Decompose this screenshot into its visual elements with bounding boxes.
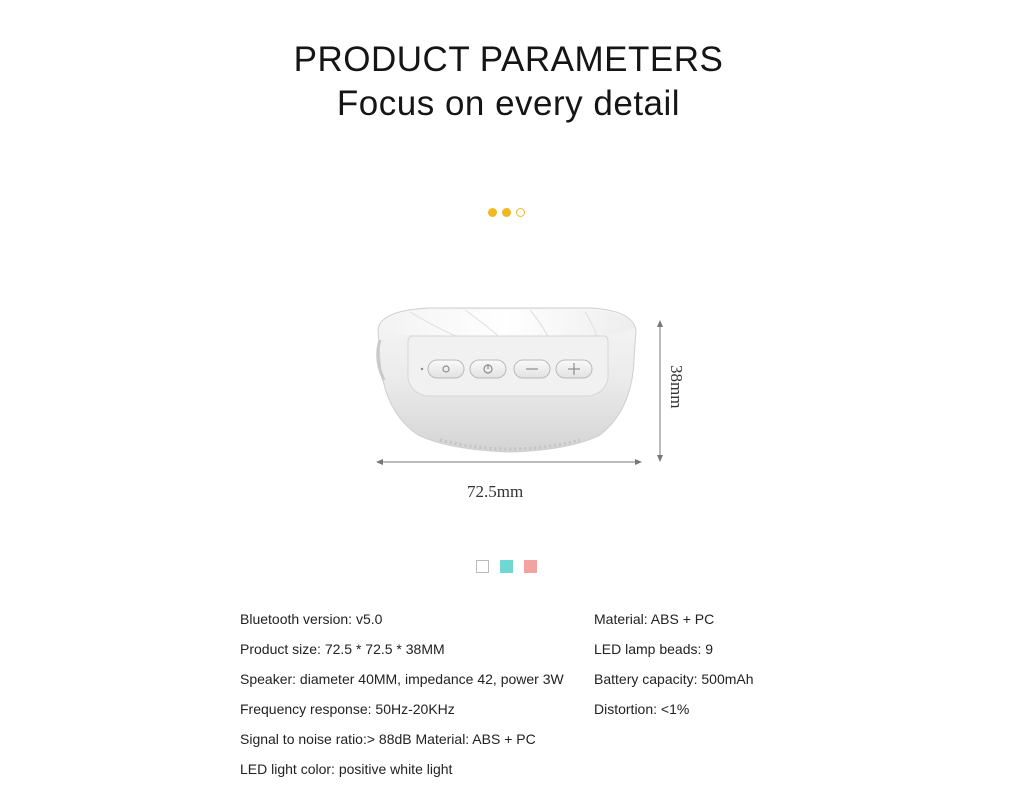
spec-item: Frequency response: 50Hz-20KHz: [240, 701, 455, 717]
carousel-dot-1[interactable]: [488, 208, 497, 217]
spec-item: Speaker: diameter 40MM, impedance 42, power 3W: [240, 671, 564, 687]
carousel-dot-3[interactable]: [516, 208, 525, 217]
height-dimension-label: 38mm: [667, 365, 686, 409]
carousel-dot-2[interactable]: [502, 208, 511, 217]
spec-row: [240, 634, 800, 664]
spec-table: [240, 604, 800, 784]
power-button: [470, 360, 506, 378]
spec-item: Product size: 72.5 * 72.5 * 38MM: [240, 641, 445, 657]
spec-item: Battery capacity: 500mAh: [594, 671, 754, 687]
spec-row: [240, 604, 800, 634]
spec-item: Bluetooth version: v5.0: [240, 611, 383, 627]
color-swatch-cyan[interactable]: [500, 560, 513, 573]
spec-item: LED lamp beads: 9: [594, 641, 714, 657]
spec-row: [240, 754, 800, 784]
spec-row: [240, 694, 800, 724]
light-button: [428, 360, 464, 378]
spec-row: [240, 664, 800, 694]
height-dimension-line: [657, 320, 663, 462]
color-swatch-white[interactable]: [476, 560, 489, 573]
width-dimension-label: 72.5mm: [467, 482, 524, 501]
page-title: PRODUCT PARAMETERS: [293, 40, 724, 79]
volume-down-button: [514, 360, 550, 378]
carousel-indicator[interactable]: [488, 208, 525, 217]
spec-item: Signal to noise ratio:> 88dB Material: ABS + PC: [240, 731, 536, 747]
spec-item: Material: ABS + PC: [594, 611, 715, 627]
width-dimension-line: [376, 459, 642, 465]
color-swatch-pink[interactable]: [524, 560, 537, 573]
color-options[interactable]: [476, 560, 537, 573]
spec-item: LED light color: positive white light: [240, 761, 453, 777]
volume-up-button: [556, 360, 592, 378]
spec-row: [240, 724, 800, 754]
spec-item: Distortion: <1%: [594, 701, 690, 717]
page-subtitle: Focus on every detail: [336, 84, 681, 123]
